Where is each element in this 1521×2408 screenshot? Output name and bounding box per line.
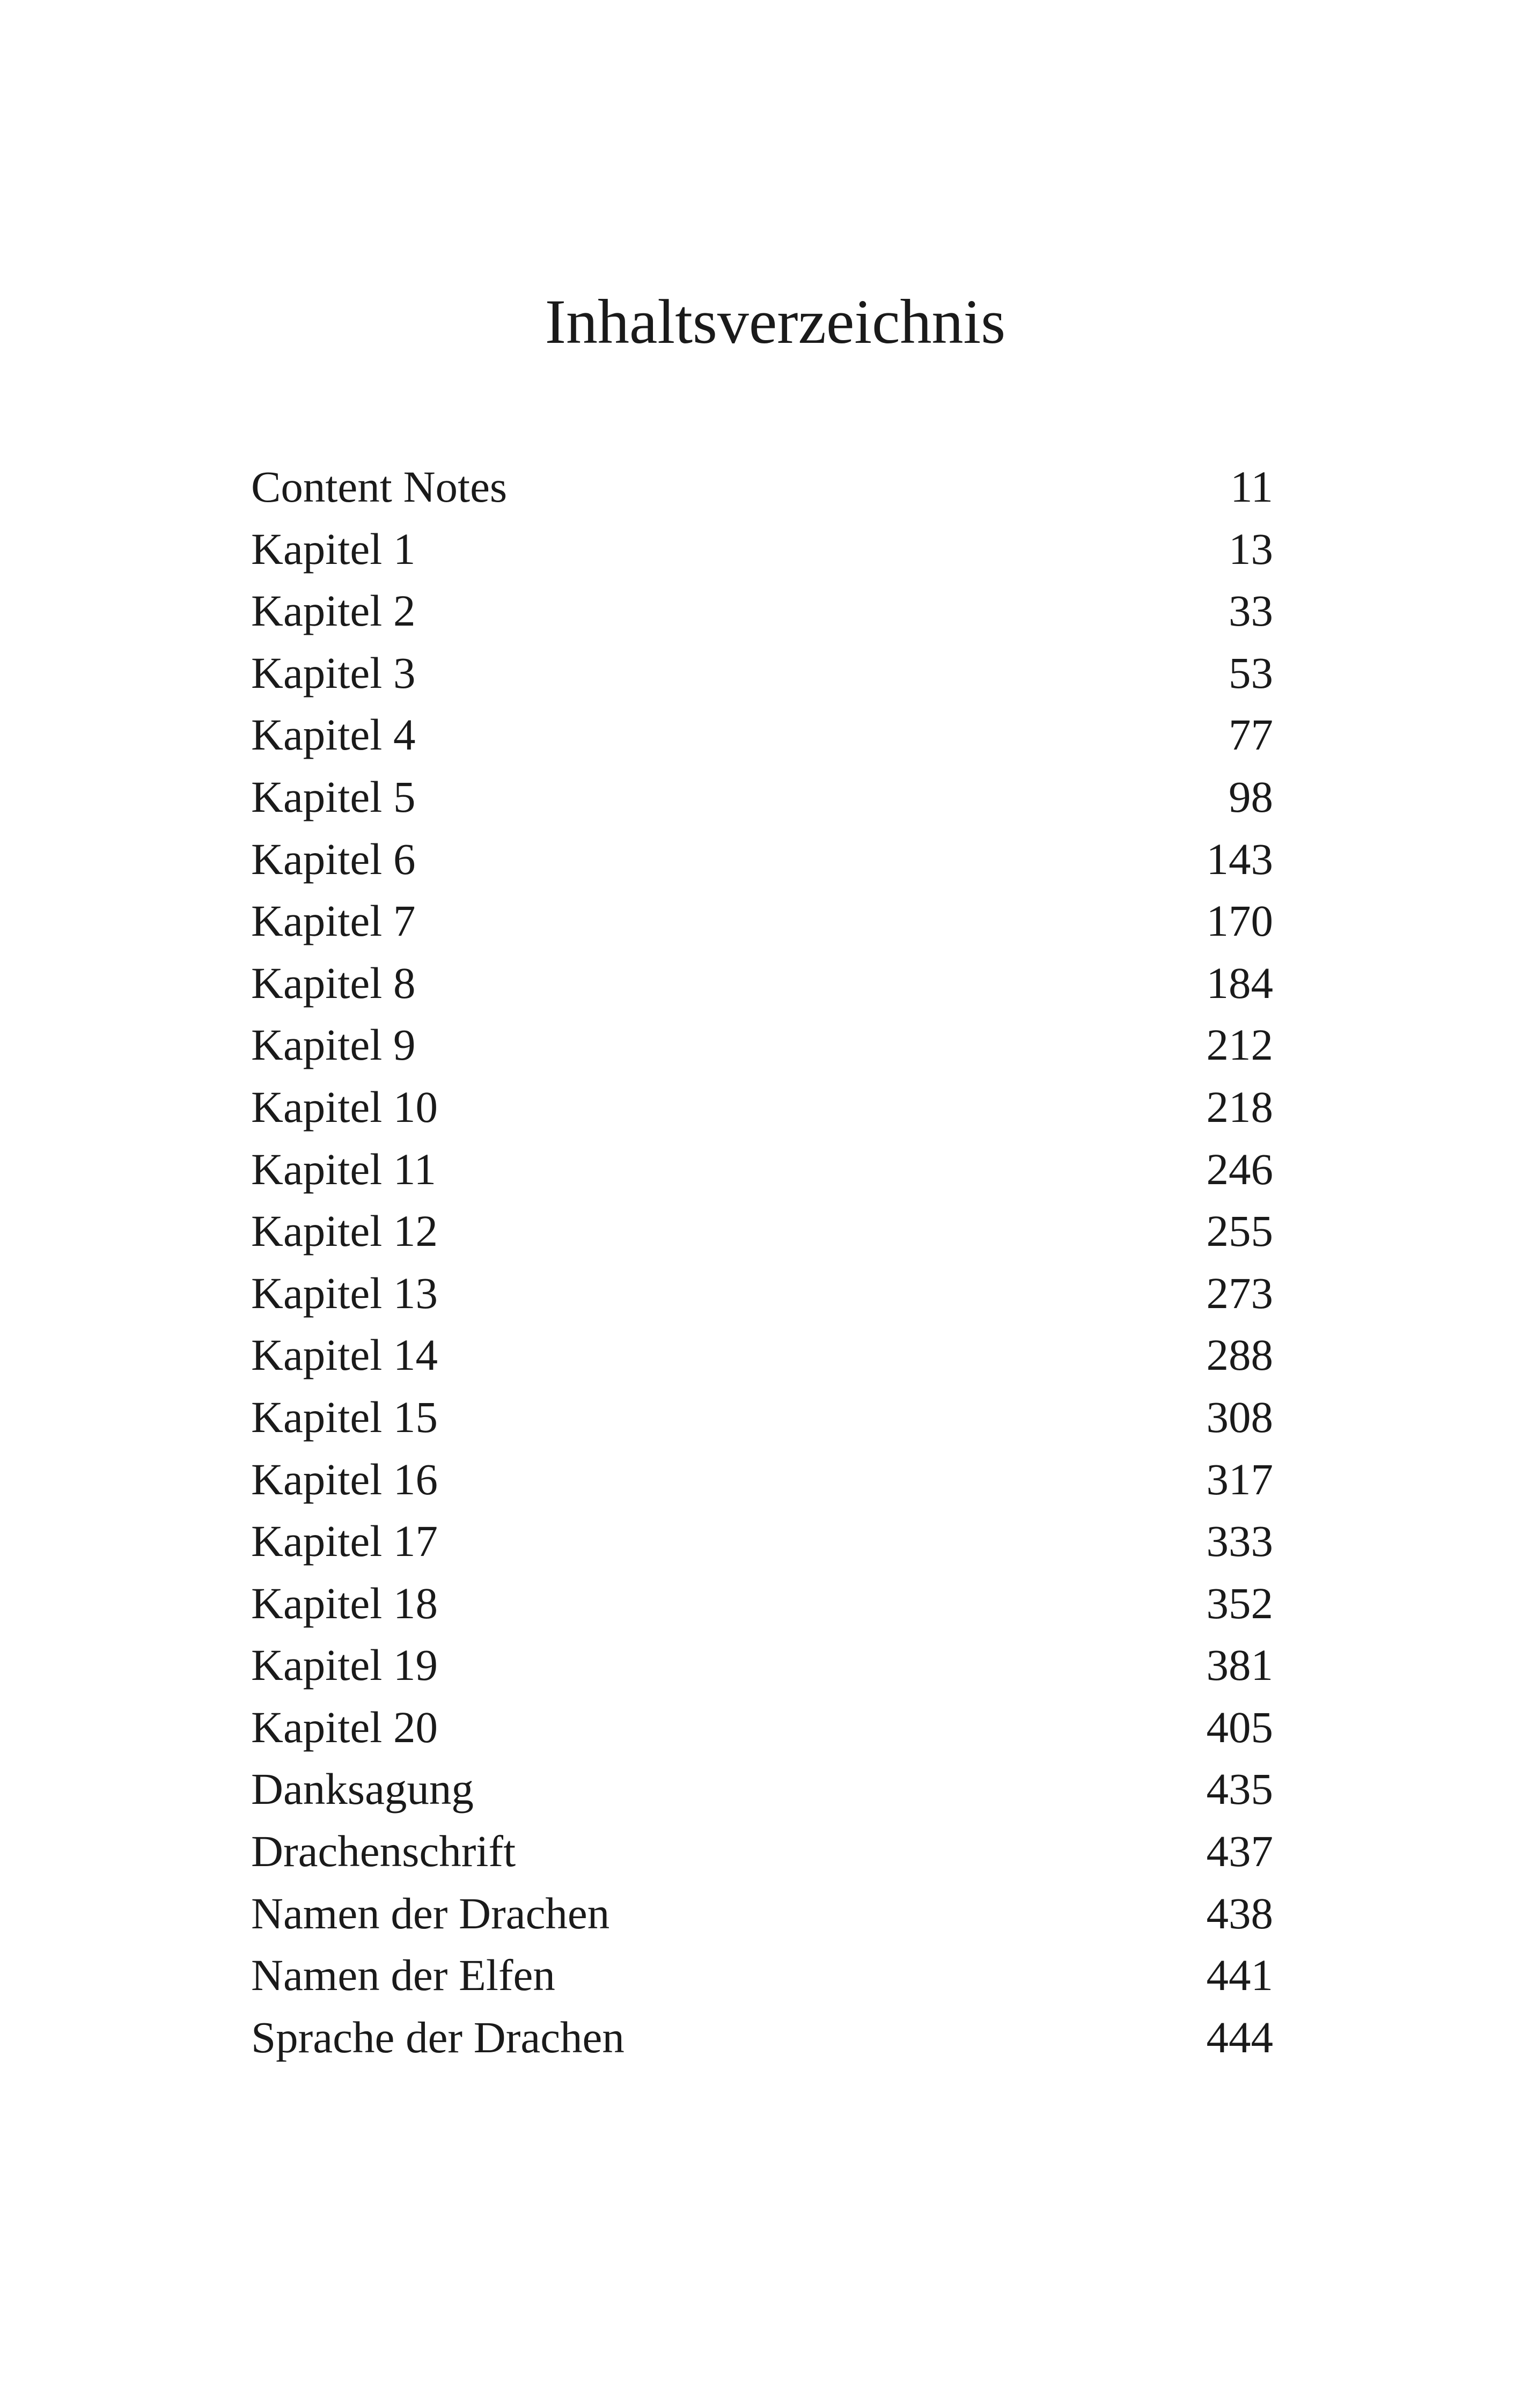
toc-entry-label: Kapitel 8 (251, 958, 416, 1008)
toc-entry-page-number: 308 (1206, 1392, 1273, 1442)
toc-entry-label: Kapitel 16 (251, 1454, 438, 1504)
toc-entry-label: Kapitel 9 (251, 1020, 416, 1070)
toc-entry-label: Kapitel 2 (251, 586, 416, 636)
toc-entry-kapitel-7 (251, 890, 1273, 952)
toc-entry-page-number: 437 (1206, 1826, 1273, 1876)
toc-entry-kapitel-9 (251, 1014, 1273, 1076)
page-title: Inhaltsverzeichnis (545, 287, 1006, 357)
toc-entry-label: Kapitel 11 (251, 1144, 436, 1194)
toc-entry-page-number: 288 (1206, 1330, 1273, 1380)
toc-entry-namen-der-elfen (251, 1944, 1273, 2007)
toc-entry-label: Kapitel 20 (251, 1702, 438, 1752)
toc-entry-kapitel-8 (251, 952, 1273, 1015)
toc-entry-page-number: 33 (1229, 586, 1273, 636)
toc-entry-kapitel-16 (251, 1449, 1273, 1511)
toc-entry-page-number: 438 (1206, 1888, 1273, 1938)
toc-entry-danksagung (251, 1758, 1273, 1820)
toc-entry-page-number: 352 (1206, 1578, 1273, 1628)
toc-entry-label: Kapitel 4 (251, 710, 416, 760)
toc-entry-page-number: 441 (1206, 1950, 1273, 2000)
toc-entry-label: Kapitel 12 (251, 1206, 438, 1256)
toc-entry-label: Kapitel 15 (251, 1392, 438, 1442)
toc-entry-label: Namen der Drachen (251, 1888, 610, 1938)
toc-entry-label: Kapitel 13 (251, 1268, 438, 1318)
toc-entry-label: Drachenschrift (251, 1826, 516, 1876)
toc-entry-kapitel-5 (251, 766, 1273, 828)
toc-entry-label: Sprache der Drachen (251, 2012, 624, 2062)
toc-entry-page-number: 317 (1206, 1454, 1273, 1504)
toc-entry-page-number: 98 (1229, 772, 1273, 821)
toc-entry-label: Kapitel 19 (251, 1640, 438, 1690)
toc-entry-page-number: 246 (1206, 1144, 1273, 1194)
toc-entry-label: Kapitel 6 (251, 834, 416, 884)
toc-entry-kapitel-14 (251, 1324, 1273, 1386)
toc-entry-label: Kapitel 3 (251, 648, 416, 698)
toc-entry-page-number: 53 (1229, 648, 1273, 698)
toc-entry-label: Kapitel 7 (251, 896, 416, 946)
toc-entry-page-number: 435 (1206, 1764, 1273, 1814)
toc-entry-kapitel-1 (251, 518, 1273, 581)
toc-entry-kapitel-2 (251, 580, 1273, 642)
toc-entry-page-number: 13 (1229, 524, 1273, 574)
toc-entry-page-number: 143 (1206, 834, 1273, 884)
toc-entry-kapitel-18 (251, 1573, 1273, 1635)
toc-entry-page-number: 444 (1206, 2012, 1273, 2062)
toc-entry-kapitel-20 (251, 1697, 1273, 1759)
toc-entry-drachenschrift (251, 1820, 1273, 1883)
toc-entry-page-number: 255 (1206, 1206, 1273, 1256)
toc-entry-kapitel-3 (251, 642, 1273, 704)
toc-entry-page-number: 405 (1206, 1702, 1273, 1752)
table-of-contents (251, 456, 1273, 2068)
toc-entry-kapitel-10 (251, 1076, 1273, 1139)
toc-entry-page-number: 170 (1206, 896, 1273, 946)
toc-entry-label: Content Notes (251, 462, 508, 511)
toc-entry-page-number: 212 (1206, 1020, 1273, 1070)
toc-entry-label: Kapitel 18 (251, 1578, 438, 1628)
toc-entry-label: Namen der Elfen (251, 1950, 555, 2000)
toc-entry-kapitel-4 (251, 704, 1273, 766)
toc-entry-page-number: 333 (1206, 1516, 1273, 1566)
toc-entry-label: Danksagung (251, 1764, 474, 1814)
toc-entry-kapitel-19 (251, 1634, 1273, 1697)
toc-entry-namen-der-drachen (251, 1883, 1273, 1945)
toc-entry-page-number: 11 (1230, 462, 1273, 511)
toc-entry-kapitel-11 (251, 1139, 1273, 1201)
toc-entry-sprache-der-drachen (251, 2007, 1273, 2069)
toc-entry-page-number: 273 (1206, 1268, 1273, 1318)
toc-entry-label: Kapitel 10 (251, 1082, 438, 1132)
toc-entry-page-number: 77 (1229, 710, 1273, 760)
toc-entry-label: Kapitel 1 (251, 524, 416, 574)
toc-entry-content-notes (251, 456, 1273, 518)
toc-entry-label: Kapitel 14 (251, 1330, 438, 1380)
toc-entry-label: Kapitel 5 (251, 772, 416, 821)
toc-entry-kapitel-13 (251, 1262, 1273, 1325)
toc-entry-kapitel-12 (251, 1200, 1273, 1262)
toc-entry-page-number: 381 (1206, 1640, 1273, 1690)
toc-entry-kapitel-17 (251, 1510, 1273, 1573)
toc-entry-kapitel-6 (251, 828, 1273, 891)
toc-entry-label: Kapitel 17 (251, 1516, 438, 1566)
toc-entry-page-number: 218 (1206, 1082, 1273, 1132)
toc-entry-kapitel-15 (251, 1386, 1273, 1449)
toc-entry-page-number: 184 (1206, 958, 1273, 1008)
